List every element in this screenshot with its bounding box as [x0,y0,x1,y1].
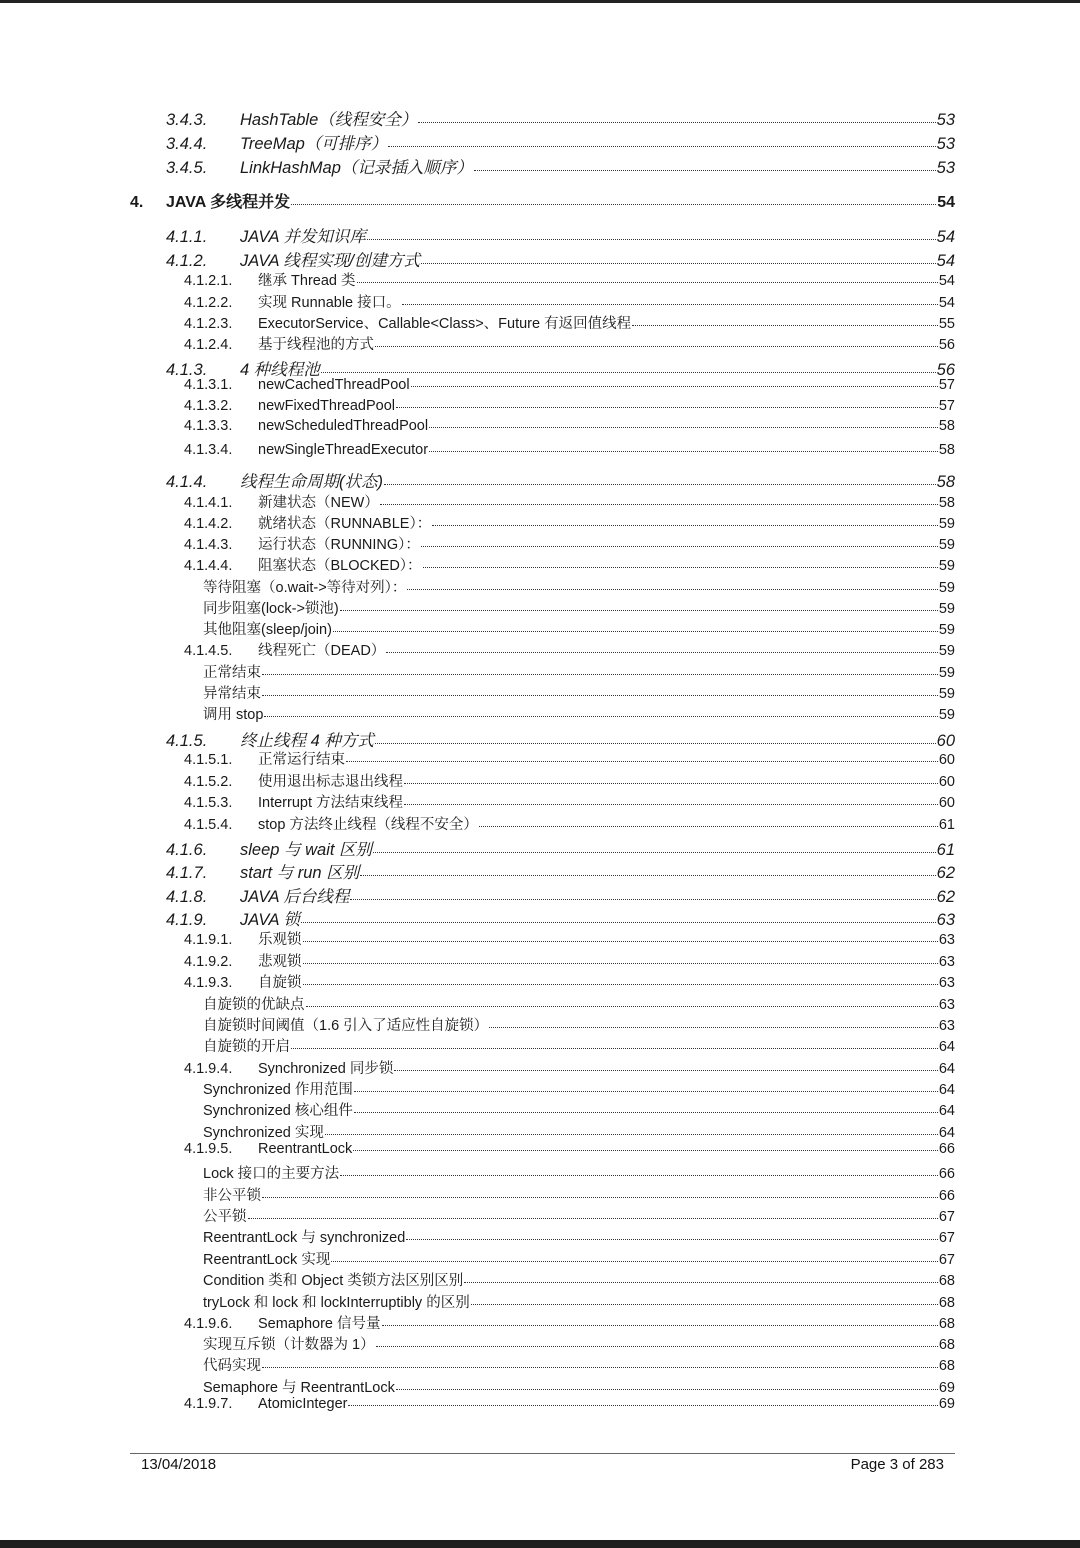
toc-entry-page: 66 [938,1166,955,1182]
toc-entry-number: 4.1.9.5. [184,1141,233,1157]
dot-leader [406,1239,938,1240]
toc-entry-title: Synchronized 作用范围 [203,1082,353,1098]
dot-leader [402,304,938,305]
dot-leader [464,1282,938,1283]
toc-entry-page: 64 [938,1103,955,1119]
toc-entry[interactable] [184,928,955,949]
toc-entry-page: 59 [938,601,955,617]
toc-entry-title: JAVA 后台线程 [240,888,350,906]
dot-leader [340,610,938,611]
toc-entry-title: newFixedThreadPool [258,398,396,414]
toc-entry-number: 4.1.4.1. [184,495,233,511]
toc-entry-page: 67 [938,1230,955,1246]
footer-page-number: Page 3 of 283 [850,1456,944,1473]
dot-leader [354,1112,938,1113]
toc-entry-title: 悲观锁 [258,954,302,970]
toc-entry-number: 4.1.9.4. [184,1061,233,1077]
toc-entry-page: 67 [938,1252,955,1268]
toc-entry-page: 60 [938,752,955,768]
toc-entry-page: 59 [938,686,955,702]
toc-entry-page: 61 [938,817,955,833]
toc-entry-title: sleep 与 wait 区别 [240,841,373,859]
toc-entry[interactable] [166,836,955,860]
dot-leader [375,346,938,347]
dot-leader [331,1261,938,1262]
toc-entry-title: ReentrantLock 与 synchronized [203,1230,406,1246]
toc-entry-title: 自旋锁 [258,975,302,991]
dot-leader [367,239,936,240]
toc-entry[interactable] [166,906,955,930]
toc-entry-page: 68 [938,1337,955,1353]
toc-entry-title: TreeMap（可排序） [240,135,388,153]
toc-entry-title: newCachedThreadPool [258,377,410,393]
toc-entry-page: 62 [936,864,955,882]
toc-entry[interactable] [203,682,955,703]
toc-entry-title: LinkHashMap（记录插入顺序） [240,159,473,177]
toc-entry-title: Synchronized 核心组件 [203,1103,353,1119]
dot-leader [350,899,935,900]
dot-leader [421,263,936,264]
toc-entry-title: 运行状态（RUNNING）： [258,537,420,553]
toc-entry-number: 4.1.2.4. [184,337,233,353]
toc-entry-title: 自旋锁时间阈值（1.6 引入了适应性自旋锁） [203,1018,489,1034]
toc-entry-number: 4.1.5.2. [184,774,233,790]
toc-entry-page: 54 [936,228,955,246]
dot-leader [404,804,938,805]
toc-entry-title: 使用退出标志退出线程 [258,774,403,790]
dot-leader [262,1367,938,1368]
toc-entry-number: 3.4.3. [166,111,208,129]
dot-leader [394,1070,937,1071]
toc-entry-page: 67 [938,1209,955,1225]
top-edge-bar [0,0,1080,3]
dot-leader [421,546,938,547]
toc-entry[interactable] [184,398,955,414]
toc-entry-title: Semaphore 信号量 [258,1316,381,1332]
toc-entry-title: newScheduledThreadPool [258,418,429,434]
toc-entry-title: 非公平锁 [203,1188,261,1204]
toc-entry[interactable] [184,1141,955,1157]
toc-entry[interactable] [203,1248,955,1269]
toc-entry-page: 53 [936,159,955,177]
dot-leader [303,963,938,964]
dot-leader [346,761,938,762]
toc-entry[interactable] [184,770,955,791]
toc-entry[interactable] [184,813,955,834]
toc-entry[interactable] [184,491,955,512]
toc-entry-number: 3.4.5. [166,159,208,177]
toc-entry-title: Synchronized 实现 [203,1125,324,1141]
toc-entry-page: 59 [938,580,955,596]
toc-entry-title: 代码实现 [203,1358,261,1374]
toc-entry-page: 58 [938,442,955,458]
toc-entry[interactable] [184,1057,955,1078]
toc-entry-page: 63 [938,997,955,1013]
dot-leader [325,1134,938,1135]
dot-leader [396,1389,938,1390]
toc-entry-number: 4.1.9. [166,911,208,929]
dot-leader [291,1048,938,1049]
toc-entry-page: 69 [938,1380,955,1396]
toc-entry-number: 4.1.9.6. [184,1316,233,1332]
toc-entry-number: 4.1.4.4. [184,558,233,574]
toc-entry-page: 68 [938,1316,955,1332]
dot-leader [386,652,938,653]
toc-entry[interactable] [203,1226,955,1247]
toc-entry[interactable] [166,247,955,271]
toc-entry[interactable] [184,418,955,434]
toc-entry-page: 59 [938,516,955,532]
dot-leader [306,1006,938,1007]
toc-entry-page: 64 [938,1125,955,1141]
dot-leader [354,1091,938,1092]
dot-leader [262,1197,938,1198]
footer-divider [130,1453,955,1454]
toc-entry-number: 4.1.4. [166,473,208,491]
toc-entry-title: 阻塞状态（BLOCKED）： [258,558,422,574]
toc-entry-number: 4.1.8. [166,888,208,906]
toc-entry-title: 就绪状态（RUNNABLE）： [258,516,432,532]
toc-entry[interactable] [184,333,955,354]
toc-entry[interactable] [203,1269,955,1290]
dot-leader [248,1218,938,1219]
dot-leader [396,407,938,408]
toc-entry[interactable] [203,1291,955,1312]
toc-entry-number: 4.1.2. [166,252,208,270]
dot-leader [376,1346,938,1347]
dot-leader [384,484,936,485]
dot-leader [429,451,938,452]
toc-entry-number: 4.1.3.1. [184,377,233,393]
toc-entry-number: 4.1.6. [166,841,208,859]
toc-entry[interactable] [203,1078,955,1099]
toc-entry-page: 63 [938,932,955,948]
toc-entry[interactable] [166,106,955,130]
toc-entry-number: 4.1.2.3. [184,316,233,332]
dot-leader [380,504,938,505]
toc-entry[interactable] [203,1354,955,1375]
bottom-edge-bar [0,1540,1080,1548]
dot-leader [353,1150,938,1151]
toc-entry-title: 线程生命周期(状态) [240,473,383,491]
dot-leader [262,695,938,696]
toc-entry-page: 66 [938,1188,955,1204]
toc-entry[interactable] [184,533,955,554]
toc-entry-number: 4.1.9.2. [184,954,233,970]
toc-entry-number: 4.1.4.5. [184,643,233,659]
dot-leader [291,204,936,205]
toc-entry-number: 4.1.4.3. [184,537,233,553]
toc-entry[interactable] [166,154,955,178]
toc-entry-title: 自旋锁的开启 [203,1039,290,1055]
toc-entry-page: 54 [938,295,955,311]
dot-leader [479,826,938,827]
toc-entry-title: tryLock 和 lock 和 lockInterruptibly 的区别 [203,1295,470,1311]
toc-entry-page: 64 [938,1082,955,1098]
toc-entry-page: 58 [938,495,955,511]
toc-entry[interactable] [184,554,955,575]
dot-leader [348,1405,937,1406]
toc-entry-page: 63 [938,954,955,970]
toc-entry[interactable] [184,791,955,812]
toc-entry-number: 4.1.2.1. [184,273,233,289]
toc-entry-page: 55 [938,316,955,332]
toc-entry[interactable] [184,1396,955,1412]
toc-entry-page: 68 [938,1358,955,1374]
toc-entry-page: 60 [938,774,955,790]
toc-entry-title: 调用 stop [203,707,264,723]
toc-entry-number: 4.1.5.4. [184,817,233,833]
toc-entry[interactable] [184,748,955,769]
toc-entry-title: JAVA 线程实现/创建方式 [240,252,421,270]
toc-entry[interactable] [184,639,955,660]
toc-entry[interactable] [203,993,955,1014]
toc-entry-title: 公平锁 [203,1209,247,1225]
toc-entry-title: JAVA 并发知识库 [240,228,366,246]
dot-leader [264,716,937,717]
toc-entry-page: 66 [938,1141,955,1157]
dot-leader [321,372,936,373]
toc-entry-page: 64 [938,1061,955,1077]
toc-entry[interactable] [166,859,955,883]
toc-entry-title: ReentrantLock 实现 [203,1252,331,1268]
toc-entry-title: ExecutorService、Callable<Class>、Future 有返回值线程 [258,316,632,332]
toc-entry-title: 乐观锁 [258,932,302,948]
toc-entry-title: stop 方法终止线程（线程不安全） [258,817,478,833]
toc-entry[interactable] [203,1333,955,1354]
toc-entry[interactable] [184,291,955,312]
toc-entry[interactable] [184,312,955,333]
toc-entry[interactable] [184,269,955,290]
toc-entry-page: 56 [936,361,955,379]
toc-entry-title: AtomicInteger [258,1396,348,1412]
dot-leader [340,1175,938,1176]
toc-entry-title: JAVA 锁 [240,911,300,929]
toc-entry-page: 68 [938,1273,955,1289]
dot-leader [632,325,938,326]
toc-entry-number: 4.1.7. [166,864,208,882]
toc-entry[interactable] [203,661,955,682]
toc-entry-page: 60 [936,732,955,750]
toc-entry-page: 54 [936,252,955,270]
toc-entry[interactable] [203,597,955,618]
toc-entry-page: 53 [936,135,955,153]
toc-entry-page: 56 [938,337,955,353]
toc-entry[interactable] [203,1014,955,1035]
toc-entry[interactable] [166,468,955,492]
toc-entry-page: 57 [938,398,955,414]
toc-entry-number: 4.1.2.2. [184,295,233,311]
toc-entry[interactable] [203,703,955,724]
toc-entry-title: 新建状态（NEW） [258,495,379,511]
toc-entry[interactable] [184,971,955,992]
toc-entry-page: 54 [937,194,955,211]
toc-entry[interactable] [184,512,955,533]
toc-entry-title: 等待阻塞（o.wait->等待对列）： [203,580,407,596]
toc-entry-page: 57 [938,377,955,393]
toc-entry-page: 54 [938,273,955,289]
toc-entry-page: 63 [936,911,955,929]
toc-entry-number: 3.4.4. [166,135,208,153]
toc-entry-number: 4.1.5.1. [184,752,233,768]
dot-leader [474,170,936,171]
toc-entry-number: 4.1.3.2. [184,398,233,414]
toc-entry-page: 53 [936,111,955,129]
toc-entry-page: 64 [938,1039,955,1055]
toc-entry-title: 其他阻塞(sleep/join) [203,622,332,638]
dot-leader [373,852,936,853]
dot-leader [418,122,935,123]
toc-entry-title: 基于线程池的方式 [258,337,374,353]
toc-entry-title: 正常结束 [203,665,261,681]
toc-entry-number: 4.1.9.3. [184,975,233,991]
dot-leader [262,674,938,675]
toc-entry-page: 59 [938,707,955,723]
toc-entry-title: 实现 Runnable 接口。 [258,295,401,311]
dot-leader [301,922,936,923]
toc-entry-title: Interrupt 方法结束线程 [258,795,404,811]
toc-entry-page: 59 [938,643,955,659]
toc-entry-number: 4.1.3.3. [184,418,233,434]
toc-entry-page: 63 [938,975,955,991]
toc-entry[interactable] [203,1121,955,1142]
dot-leader [411,386,938,387]
toc-entry-number: 4.1.5.3. [184,795,233,811]
toc-entry-page: 68 [938,1295,955,1311]
toc-entry-number: 4.1.4.2. [184,516,233,532]
toc-entry-page: 60 [938,795,955,811]
toc-entry-number: 4.1.9.7. [184,1396,233,1412]
toc-entry-page: 69 [938,1396,955,1412]
toc-entry[interactable] [203,1184,955,1205]
toc-entry-title: 正常运行结束 [258,752,345,768]
toc-entry-number: 4.1.3. [166,361,208,379]
toc-entry-title: start 与 run 区别 [240,864,360,882]
toc-entry-number: 4.1.3.4. [184,442,233,458]
dot-leader [423,567,938,568]
toc-entry-number: 4.1.5. [166,732,208,750]
toc-entry-title: newSingleThreadExecutor [258,442,429,458]
toc-entry[interactable] [184,950,955,971]
dot-leader [432,525,938,526]
toc-entry-page: 62 [936,888,955,906]
toc-entry-title: 终止线程 4 种方式 [240,732,374,750]
toc-entry[interactable] [166,883,955,907]
toc-entry[interactable] [203,576,955,597]
dot-leader [382,1325,938,1326]
toc-entry[interactable] [203,1099,955,1120]
toc-entry-title: 同步阻塞(lock->锁池) [203,601,339,617]
toc-entry[interactable] [203,1162,955,1183]
toc-entry-title: 线程死亡（DEAD） [258,643,386,659]
dot-leader [471,1304,938,1305]
dot-leader [489,1027,938,1028]
footer-date: 13/04/2018 [141,1456,217,1473]
toc-entry-title: 实现互斥锁（计数器为 1） [203,1337,375,1353]
toc-entry-title: Synchronized 同步锁 [258,1061,394,1077]
toc-entry-number: 4.1.1. [166,228,208,246]
dot-leader [404,783,938,784]
toc-entry-page: 59 [938,622,955,638]
toc-entry[interactable] [203,1205,955,1226]
toc-entry-title: Semaphore 与 ReentrantLock [203,1380,395,1396]
toc-entry-title: Lock 接口的主要方法 [203,1166,340,1182]
dot-leader [388,146,935,147]
dot-leader [333,631,938,632]
toc-entry[interactable] [166,223,955,247]
toc-entry[interactable] [184,442,955,458]
dot-leader [429,427,938,428]
dot-leader [303,941,938,942]
toc-entry-title: JAVA 多线程并发 [166,194,291,211]
toc-entry-title: Condition 类和 Object 类锁方法区别区别 [203,1273,464,1289]
dot-leader [375,743,936,744]
toc-entry[interactable] [184,377,955,393]
dot-leader [357,282,938,283]
toc-entry[interactable] [203,618,955,639]
toc-entry[interactable] [184,1312,955,1333]
toc-entry-page: 59 [938,558,955,574]
toc-entry-page: 63 [938,1018,955,1034]
toc-entry-number: 4.1.9.1. [184,932,233,948]
dot-leader [407,589,937,590]
toc-entry-title: 自旋锁的优缺点 [203,997,305,1013]
toc-entry-page: 59 [938,665,955,681]
toc-entry[interactable] [166,130,955,154]
toc-entry[interactable] [203,1376,955,1397]
toc-entry-number: 4. [130,194,144,211]
toc-entry-page: 58 [936,473,955,491]
dot-leader [303,984,938,985]
toc-entry-title: ReentrantLock [258,1141,353,1157]
toc-entry-page: 58 [938,418,955,434]
toc-entry-page: 61 [936,841,955,859]
dot-leader [360,875,935,876]
toc-entry[interactable] [203,1035,955,1056]
toc-entry-title: 异常结束 [203,686,261,702]
toc-entry-title: 4 种线程池 [240,361,320,379]
toc-entry-page: 59 [938,537,955,553]
toc-entry[interactable] [130,189,955,212]
toc-entry-title: HashTable（线程安全） [240,111,418,129]
toc-entry-title: 继承 Thread 类 [258,273,356,289]
